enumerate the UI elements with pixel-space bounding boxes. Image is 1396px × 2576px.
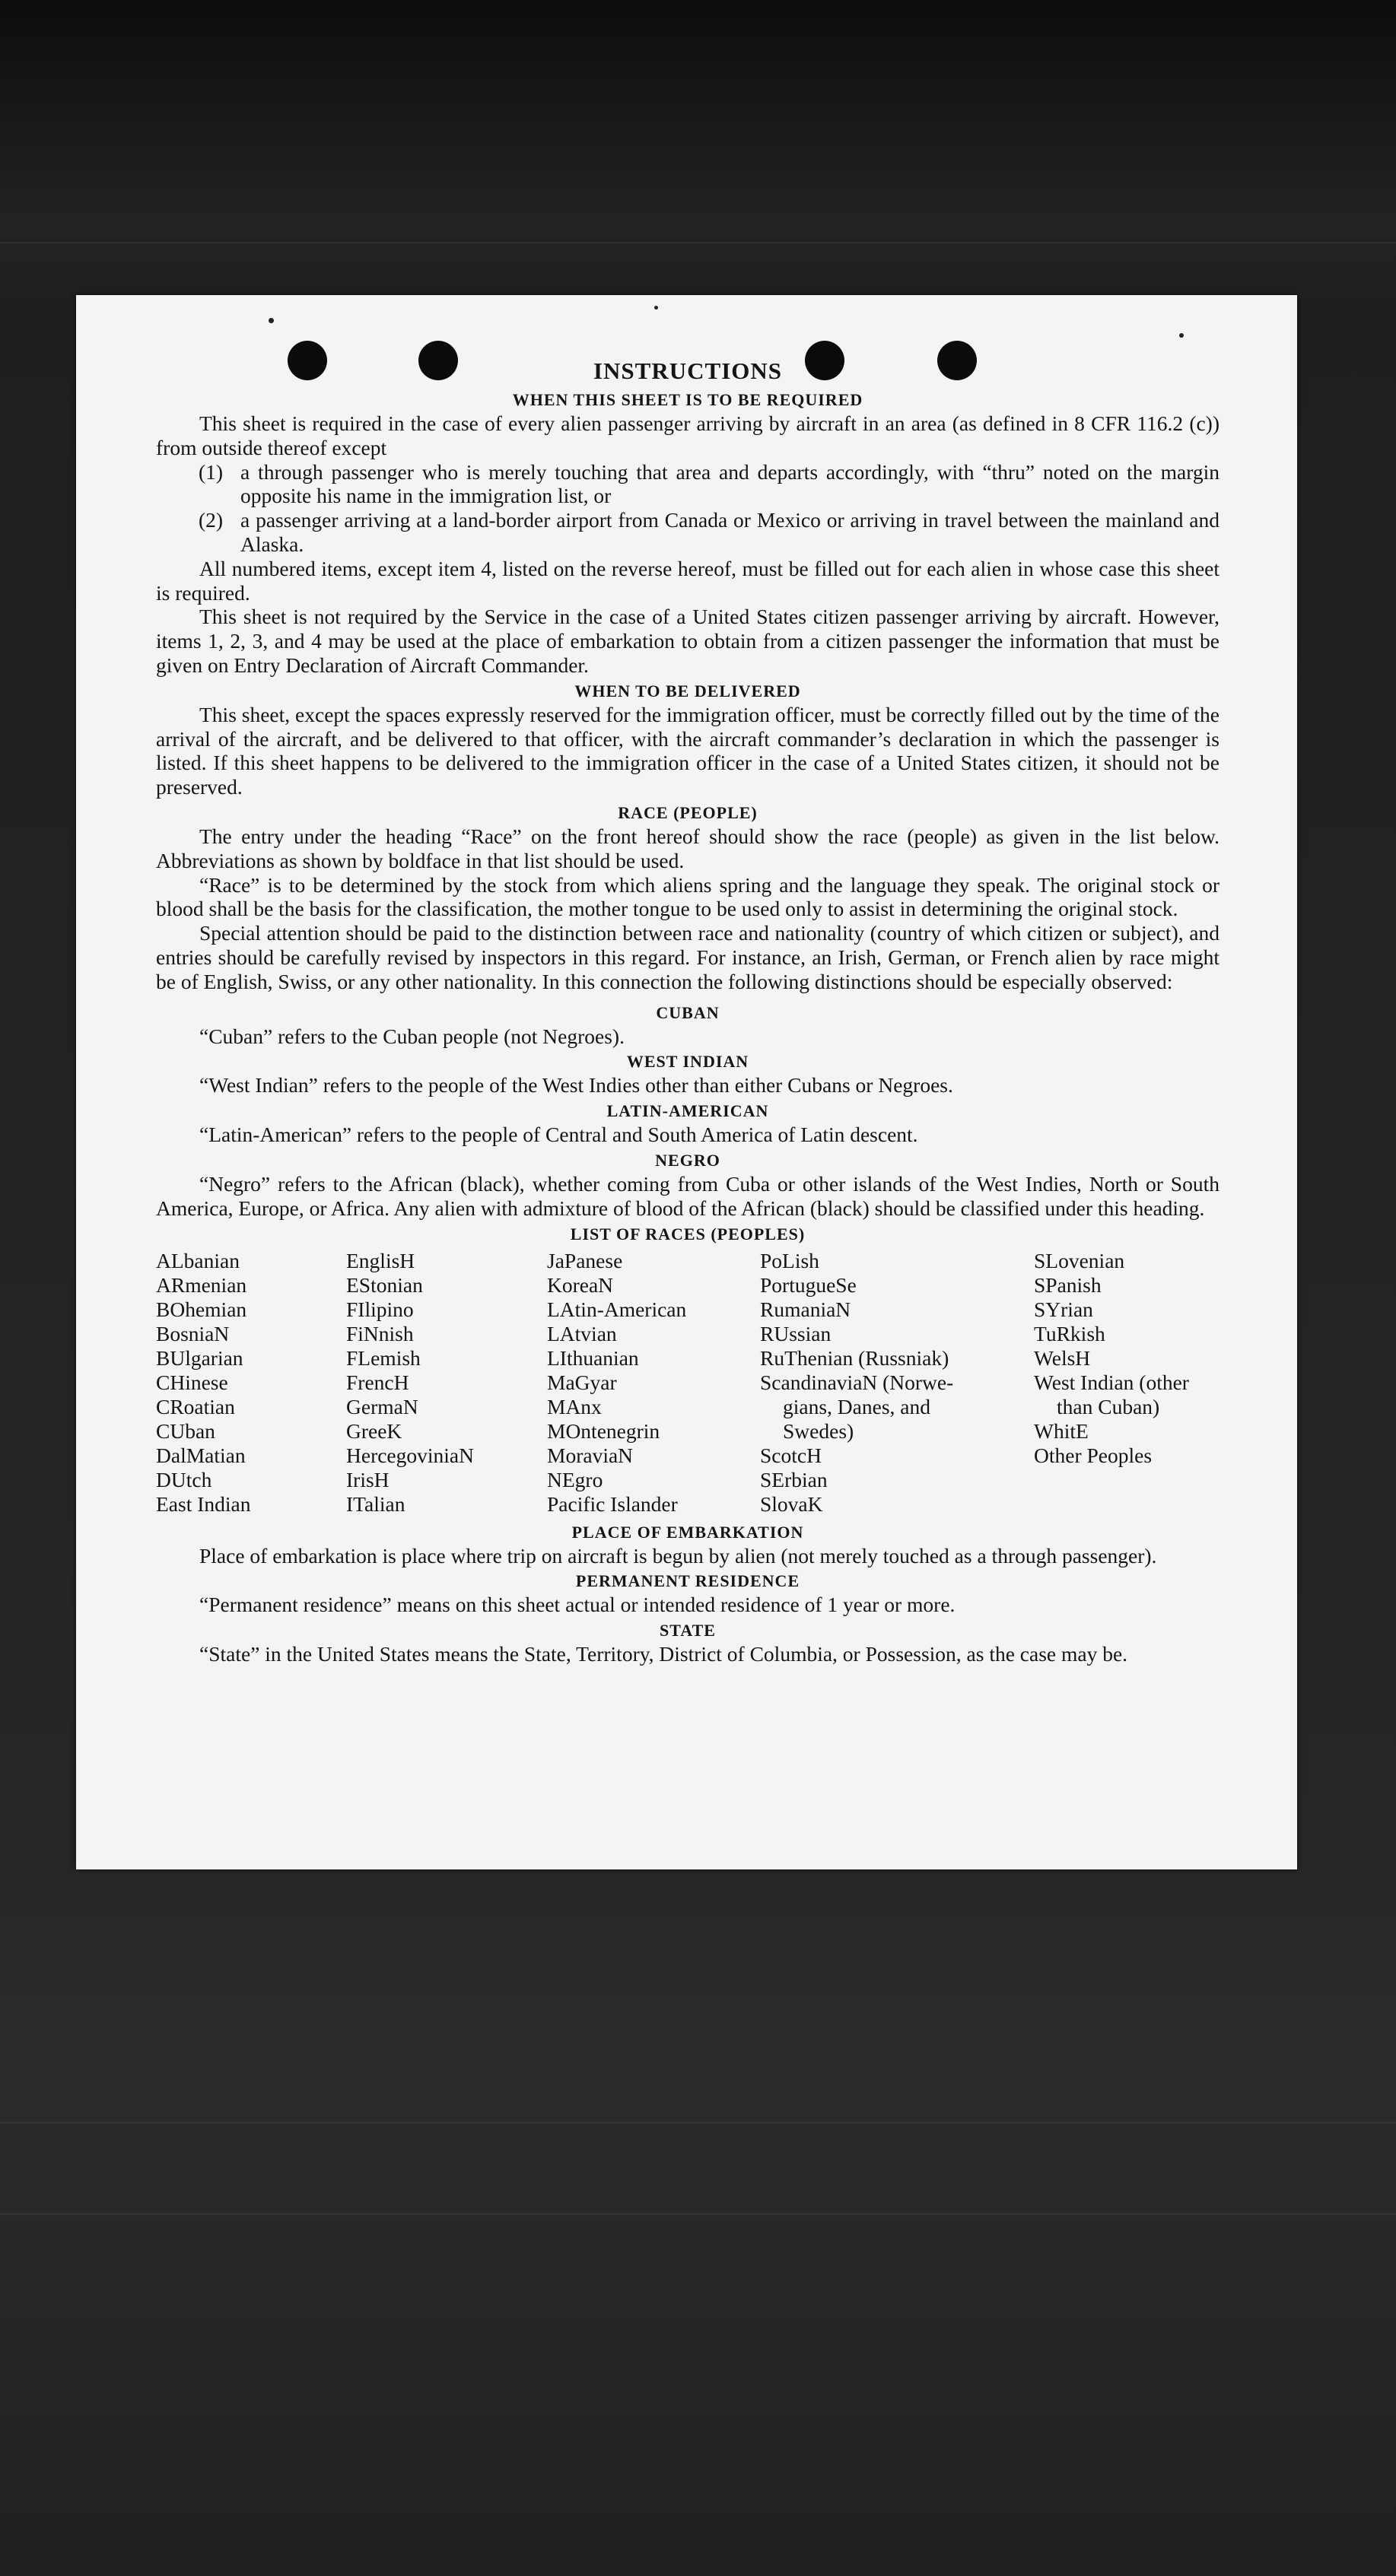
section-heading-embarkation: PLACE OF EMBARKATION — [571, 1522, 804, 1542]
document-content — [156, 356, 1220, 1666]
race-list — [156, 1249, 1220, 1517]
document-title: INSTRUCTIONS — [593, 357, 782, 384]
section-heading-required: WHEN THIS SHEET IS TO BE REQUIRED — [512, 390, 863, 409]
race-entry: ScandinaviaN (Norwe- — [760, 1370, 954, 1394]
speck — [1179, 333, 1184, 338]
race-para-2: “Race” is to be determined by the stock from which aliens spring and the language they speak. The original stock or blood shall be the basis for the classification, the mother tongue to be used only to assist in determining the original stock. — [156, 872, 1220, 921]
race-entry: RuThenian (Russniak) — [760, 1345, 949, 1370]
race-entry: RUssian — [760, 1321, 832, 1345]
race-entry: FLemish — [346, 1345, 421, 1370]
latin-american-text: “Latin-American” refers to the people of Central and South America of Latin descent. — [199, 1123, 918, 1147]
race-column — [547, 1249, 760, 1517]
race-entry: ARmenian — [156, 1272, 247, 1297]
race-entry: IrisH — [346, 1467, 390, 1491]
required-numbered-items: All numbered items, except item 4, listed on the reverse hereof, must be filled out for each alien in whose case this sheet is required. — [156, 556, 1220, 605]
race-entry: GreeK — [346, 1418, 402, 1443]
section-heading-list-of-races: LIST OF RACES (PEOPLES) — [570, 1224, 806, 1244]
scan-streak — [0, 2213, 1396, 2215]
exception-item — [199, 508, 1220, 557]
race-entry: ScotcH — [760, 1443, 822, 1467]
race-column — [760, 1249, 1034, 1517]
race-entry: FrencH — [346, 1370, 409, 1394]
race-entry: CHinese — [156, 1370, 228, 1394]
instruction-sheet — [76, 295, 1297, 1869]
scan-streak — [0, 2122, 1396, 2123]
race-entry: WelsH — [1034, 1345, 1091, 1370]
required-citizen-note: This sheet is not required by the Service in the case of a United States citizen passenger arriving by aircraft. However, items 1, 2, 3, and 4 may be used at the place of embarkation to obtain from a citizen passenger the information that must be given on Entry Declaration of Aircraft Commander. — [156, 605, 1220, 677]
race-entry: SErbian — [760, 1467, 828, 1491]
race-entry: HercegoviniaN — [346, 1443, 474, 1467]
race-entry: East Indian — [156, 1491, 251, 1516]
embarkation-text: Place of embarkation is place where trip on aircraft is begun by alien (not merely touched as a through passenger). — [199, 1543, 1157, 1568]
race-entry: Swedes) — [783, 1418, 854, 1443]
speck — [269, 318, 274, 323]
race-entry: TuRkish — [1034, 1321, 1105, 1345]
exception-text: a passenger arriving at a land-border airport from Canada or Mexico or arriving in travel between the mainland and Alaska. — [240, 508, 1220, 556]
section-heading-latin-american: LATIN-AMERICAN — [606, 1101, 769, 1121]
race-entry: LAtvian — [547, 1321, 617, 1345]
race-entry: GermaN — [346, 1394, 418, 1418]
race-entry: MAnx — [547, 1394, 602, 1418]
race-entry: JaPanese — [547, 1248, 623, 1272]
section-heading-delivered: WHEN TO BE DELIVERED — [574, 681, 801, 700]
race-entry: ITalian — [346, 1491, 405, 1516]
race-entry: Other Peoples — [1034, 1443, 1153, 1467]
race-entry: WhitE — [1034, 1418, 1089, 1443]
race-entry: CUban — [156, 1418, 215, 1443]
section-heading-state: STATE — [660, 1621, 716, 1641]
race-entry: MaGyar — [547, 1370, 617, 1394]
residence-text: “Permanent residence” means on this sheet actual or intended residence of 1 year or more. — [199, 1593, 956, 1617]
section-heading-negro: NEGRO — [655, 1150, 720, 1170]
race-entry: FIlipino — [346, 1297, 414, 1321]
race-entry: KoreaN — [547, 1272, 614, 1297]
race-entry: BOhemian — [156, 1297, 247, 1321]
race-entry: SlovaK — [760, 1491, 823, 1516]
race-entry: West Indian (other — [1034, 1370, 1189, 1394]
race-column — [156, 1249, 346, 1517]
exception-text: a through passenger who is merely touching that area and departs accordingly, with “thru” noted on the margin opposite his name in the immigration list, or — [240, 459, 1220, 508]
race-entry: BosniaN — [156, 1321, 230, 1345]
race-column — [346, 1249, 547, 1517]
race-entry: than Cuban) — [1057, 1394, 1160, 1418]
race-para-1: The entry under the heading “Race” on the front hereof should show the race (people) as given in the list below. Abbreviations as shown by boldface in that list should be used. — [156, 824, 1220, 872]
race-entry: DalMatian — [156, 1443, 246, 1467]
section-heading-cuban: CUBAN — [656, 1002, 720, 1022]
race-entry: FiNnish — [346, 1321, 414, 1345]
race-entry: RumaniaN — [760, 1297, 851, 1321]
race-entry: gians, Danes, and — [783, 1394, 930, 1418]
west-indian-text: “West Indian” refers to the people of the West Indies other than either Cubans or Negroes. — [199, 1073, 953, 1097]
delivered-text: This sheet, except the spaces expressly reserved for the immigration officer, must be correctly filled out by the time of the arrival of the aircraft, and be delivered to that officer, with the aircraft commander’s declaration in which the passenger is listed. If this sheet happens to be delivered to the immigration officer in the case of a United States citizen, it should not be preserved. — [156, 702, 1220, 799]
section-heading-race: RACE (PEOPLE) — [618, 802, 758, 822]
race-entry: CRoatian — [156, 1394, 235, 1418]
race-entry: SLovenian — [1034, 1248, 1125, 1272]
cuban-text: “Cuban” refers to the Cuban people (not Negroes). — [199, 1024, 625, 1048]
race-entry: BUlgarian — [156, 1345, 243, 1370]
race-entry: DUtch — [156, 1467, 212, 1491]
exception-item — [199, 460, 1220, 509]
race-entry: SPanish — [1034, 1272, 1102, 1297]
scan-streak — [0, 242, 1396, 243]
race-entry: EStonian — [346, 1272, 423, 1297]
race-entry: EnglisH — [346, 1248, 415, 1272]
race-entry: LIthuanian — [547, 1345, 639, 1370]
race-column — [1034, 1249, 1220, 1517]
speck — [654, 306, 658, 310]
race-entry: ALbanian — [156, 1248, 240, 1272]
race-entry: PortugueSe — [760, 1272, 857, 1297]
race-entry: NEgro — [547, 1467, 603, 1491]
race-para-3: Special attention should be paid to the distinction between race and nationality (country of which citizen or subject), and entries should be carefully revised by inspectors in this regard. For instance, an Irish, German, or French alien by race might be of English, Swiss, or any other nationality. In this connection the following distinctions should be especially observed: — [156, 921, 1220, 993]
race-entry: MoraviaN — [547, 1443, 634, 1467]
exception-number: (2) — [199, 508, 224, 532]
required-intro: This sheet is required in the case of every alien passenger arriving by aircraft in an area (as defined in 8 CFR 116.2 (c)) from outside thereof except — [156, 411, 1220, 459]
section-heading-west-indian: WEST INDIAN — [626, 1052, 749, 1072]
race-entry: LAtin-American — [547, 1297, 687, 1321]
negro-text: “Negro” refers to the African (black), whether coming from Cuba or other islands of the West Indies, North or South America, Europe, or Africa. Any alien with admixture of blood of the African (black) should be classified under this heading. — [156, 1171, 1220, 1220]
race-entry: SYrian — [1034, 1297, 1093, 1321]
race-entry: PoLish — [760, 1248, 819, 1272]
state-text: “State” in the United States means the State, Territory, District of Columbia, or Possession, as the case may be. — [199, 1642, 1128, 1666]
race-entry: Pacific Islander — [547, 1491, 678, 1516]
race-entry: MOntenegrin — [547, 1418, 660, 1443]
section-heading-residence: PERMANENT RESIDENCE — [575, 1571, 800, 1591]
exception-number: (1) — [199, 459, 224, 484]
